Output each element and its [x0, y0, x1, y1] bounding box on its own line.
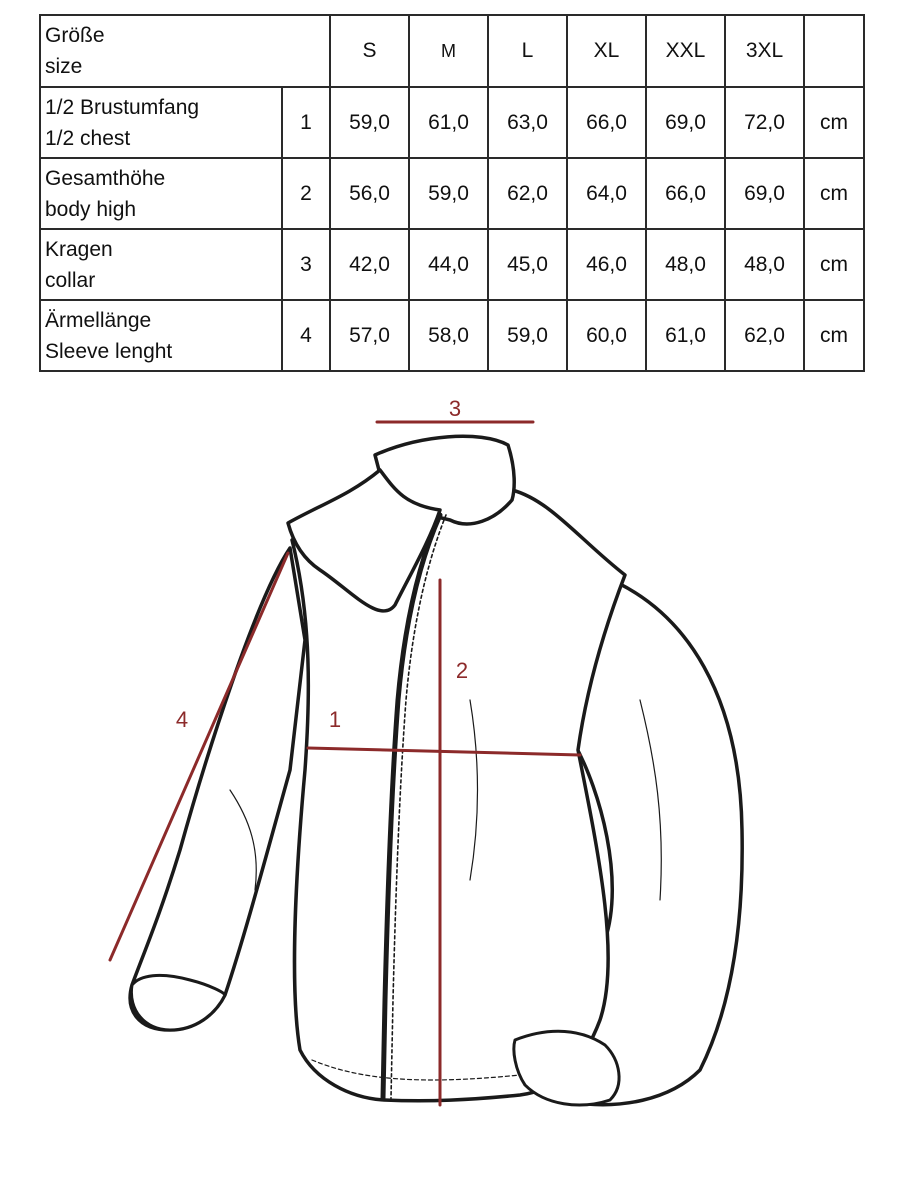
row-index: 2	[282, 158, 330, 229]
size-header-xl: XL	[567, 15, 646, 87]
row-index: 4	[282, 300, 330, 371]
value-cell: 63,0	[488, 87, 567, 158]
row-label-de: Ärmellänge	[45, 308, 152, 332]
row-label-de: Kragen	[45, 237, 113, 261]
value-cell: 45,0	[488, 229, 567, 300]
unit-cell: cm	[804, 158, 864, 229]
size-header-s: S	[330, 15, 409, 87]
size-header-xxl: XXL	[646, 15, 725, 87]
table-row	[40, 300, 864, 371]
row-label-de: 1/2 Brustumfang	[45, 95, 200, 119]
sleeve-marker-label: 4	[175, 707, 189, 732]
value-cell: 59,0	[409, 158, 488, 229]
size-header-3xl: 3XL	[725, 15, 804, 87]
value-cell: 44,0	[409, 229, 488, 300]
jacket-icon	[0, 390, 900, 1190]
row-label-en: Sleeve lenght	[45, 339, 173, 363]
left-sleeve-outline	[130, 548, 305, 1030]
value-cell: 48,0	[725, 229, 804, 300]
value-cell: 46,0	[567, 229, 646, 300]
size-chart-table	[39, 14, 865, 372]
unit-cell: cm	[804, 229, 864, 300]
value-cell: 69,0	[725, 158, 804, 229]
value-cell: 61,0	[646, 300, 725, 371]
value-cell: 58,0	[409, 300, 488, 371]
unit-cell: cm	[804, 300, 864, 371]
value-cell: 60,0	[567, 300, 646, 371]
row-label	[40, 229, 282, 300]
row-label-en: collar	[45, 268, 96, 292]
value-cell: 66,0	[567, 87, 646, 158]
size-header-label-en: size	[45, 55, 83, 78]
value-cell: 42,0	[330, 229, 409, 300]
value-cell: 61,0	[409, 87, 488, 158]
value-cell: 59,0	[488, 300, 567, 371]
value-cell: 69,0	[646, 87, 725, 158]
table-row	[40, 229, 864, 300]
table-row	[40, 158, 864, 229]
row-label-en: body high	[45, 197, 137, 221]
table-row	[40, 87, 864, 158]
value-cell: 64,0	[567, 158, 646, 229]
chest-marker-label: 1	[328, 707, 342, 732]
row-label	[40, 87, 282, 158]
height-marker-label: 2	[455, 658, 469, 683]
value-cell: 59,0	[330, 87, 409, 158]
size-header-label	[40, 15, 330, 87]
collar-marker-label: 3	[448, 396, 462, 421]
value-cell: 56,0	[330, 158, 409, 229]
row-label-de: Gesamthöhe	[45, 166, 166, 190]
row-index: 1	[282, 87, 330, 158]
row-label-en: 1/2 chest	[45, 126, 131, 150]
value-cell: 57,0	[330, 300, 409, 371]
value-cell: 66,0	[646, 158, 725, 229]
unit-cell: cm	[804, 87, 864, 158]
value-cell: 62,0	[725, 300, 804, 371]
value-cell: 48,0	[646, 229, 725, 300]
size-header-m: M	[409, 15, 488, 87]
size-header-l: L	[488, 15, 567, 87]
table-header-row	[40, 15, 864, 87]
row-label	[40, 158, 282, 229]
row-label	[40, 300, 282, 371]
value-cell: 72,0	[725, 87, 804, 158]
size-header-label-de: Größe	[45, 24, 105, 47]
value-cell: 62,0	[488, 158, 567, 229]
row-index: 3	[282, 229, 330, 300]
unit-header-cell	[804, 15, 864, 87]
